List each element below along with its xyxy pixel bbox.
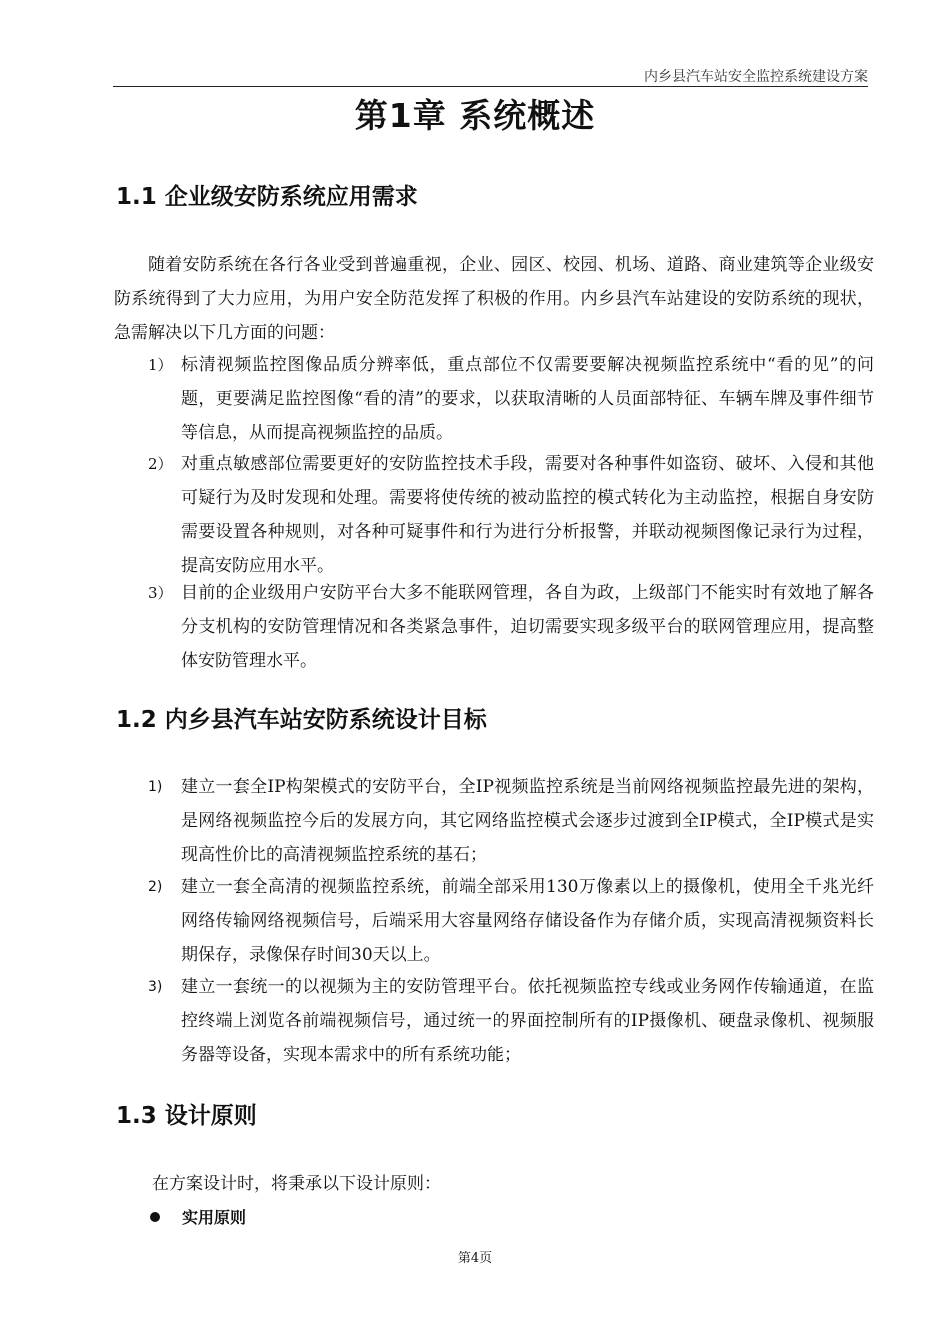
- list-item-number: 3）: [148, 584, 173, 602]
- list-item-number: 2）: [148, 455, 173, 473]
- page-number: 第4页: [457, 1251, 493, 1266]
- section-1-1-intro: 随着安防系统在各行各业受到普遍重视，企业、园区、校园、机场、道路、商业建筑等企业级安防系统得到了大力应用，为用户安全防范发挥了积极的作用。内乡县汽车站建设的安防系统的现状，急需解决以下几方面的问题：: [114, 255, 874, 343]
- list-item-text: 建立一套统一的以视频为主的安防管理平台。依托视频监控专线或业务网作传输通道，在监控终端上浏览各前端视频信号，通过统一的界面控制所有的IP摄像机、硬盘录像机、视频服务器等设备，实现本需求中的所有系统功能；: [181, 977, 874, 1065]
- section-heading-1-1: 1.1 企业级安防系统应用需求: [116, 184, 418, 210]
- list-item: [114, 870, 874, 972]
- section-1-3-intro: 在方案设计时，将秉承以下设计原则：: [152, 1174, 441, 1194]
- list-item-number: 1): [148, 779, 163, 795]
- section-heading-1-3: 1.3 设计原则: [116, 1103, 257, 1129]
- list-item-text: 建立一套全高清的视频监控系统，前端全部采用130万像素以上的摄像机，使用全千兆光纤网络传输网络视频信号，后端采用大容量网络存储设备作为存储介质，实现高清视频资料长期保存，录像保存时间30天以上。: [181, 877, 874, 965]
- list-item: [114, 576, 874, 678]
- bullet-dot-icon: [150, 1212, 160, 1222]
- list-item-text: 对重点敏感部位需要更好的安防监控技术手段，需要对各种事件如盗窃、破坏、入侵和其他可疑行为及时发现和处理。需要将使传统的被动监控的模式转化为主动监控，根据自身安防需要设置各种规则，对各种可疑事件和行为进行分析报警，并联动视频图像记录行为过程，提高安防应用水平。: [181, 454, 874, 576]
- bullet-text: 实用原则: [182, 1208, 247, 1227]
- header-divider: [113, 86, 868, 87]
- list-item: [114, 770, 874, 872]
- list-item-text: 建立一套全IP构架模式的安防平台，全IP视频监控系统是当前网络视频监控最先进的架构，是网络视频监控今后的发展方向，其它网络监控模式会逐步过渡到全IP模式，全IP模式是实现高性价比的高清视频监控系统的基石；: [181, 777, 874, 865]
- section-heading-1-2: 1.2 内乡县汽车站安防系统设计目标: [116, 707, 487, 733]
- list-item: [114, 348, 874, 450]
- list-item-number: 2): [148, 879, 163, 895]
- list-item: [114, 447, 874, 583]
- chapter-title: 第1章 系统概述: [354, 96, 596, 135]
- list-item-number: 3): [148, 979, 163, 995]
- list-item-text: 目前的企业级用户安防平台大多不能联网管理，各自为政，上级部门不能实时有效地了解各分支机构的安防管理情况和各类紧急事件，迫切需要实现多级平台的联网管理应用，提高整体安防管理水平。: [181, 583, 874, 671]
- list-item-number: 1）: [148, 356, 173, 374]
- list-item: [114, 970, 874, 1072]
- list-item-text: 标清视频监控图像品质分辨率低，重点部位不仅需要要解决视频监控系统中“看的见”的问题，更要满足监控图像“看的清”的要求，以获取清晰的人员面部特征、车辆车牌及事件细节等信息，从而提高视频监控的品质。: [181, 355, 874, 443]
- running-header: 内乡县汽车站安全监控系统建设方案: [644, 69, 868, 85]
- bullet-item: [150, 1203, 246, 1233]
